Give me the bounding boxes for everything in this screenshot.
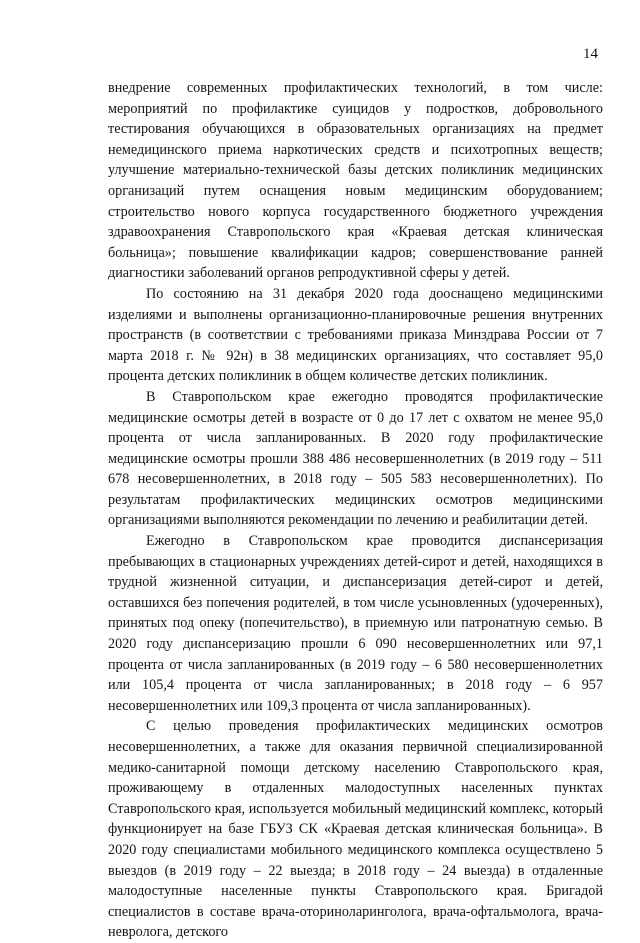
document-body (108, 78, 603, 943)
paragraph-orphans-screening: Ежегодно в Ставропольском крае проводится диспансеризация пребывающих в стационарных учреждениях детей-сирот и детей, находящихся в трудной жизненной ситуации, и диспансеризация детей-сирот и детей, оставшихся без попечения родителей, в том числе усыновленных (удочеренных), принятых под опеку (попечительство), в приемную или патронатную семью. В 2020 году диспансеризацию прошли 6 090 несовершеннолетних или 97,1 процента от числа запланированных (в 2019 году – 6 580 несовершеннолетних или 105,4 процента от числа запланированных; в 2018 году – 6 957 несовершеннолетних или 109,3 процента от числа запланированных). (108, 533, 603, 714)
paragraph-medical-checkups: В Ставропольском крае ежегодно проводятся профилактические медицинские осмотры детей в возрасте от 0 до 17 лет с охватом не менее 95,0 процента от числа запланированных. В 2020 году профилактические медицинские осмотры прошли 388 486 несовершеннолетних (в 2019 году – 511 678 несовершеннолетних, в 2018 году – 505 583 несовершеннолетних). По результатам профилактических медицинских осмотров медицинскими организациями выполняются рекомендации по лечению и реабилитации детей. (108, 388, 603, 529)
paragraph-equipment: По состоянию на 31 декабря 2020 года дооснащено медицинскими изделиями и выполнены организационно-планировочные решения внутренних пространств (в соответствии с требованиями приказа Минздрава России от 7 марта 2018 г. № 92н) в 38 медицинских организациях, что составляет 95,0 процента детских поликлиник в общем количестве детских поликлиник. (108, 285, 603, 385)
paragraph-mobile-complex: С целью проведения профилактических медицинских осмотров несовершеннолетних, а также для оказания первичной специализированной медико-санитарной помощи детскому населению Ставропольского края, проживающему в отдаленных малодоступных населенных пунктах Ставропольского края, используется мобильный медицинский комплекс, который функционирует на базе ГБУЗ СК «Краевая детская клиническая больница». В 2020 году специалистами мобильного медицинского комплекса осуществлено 5 выездов (в 2019 году – 22 выезда; в 2018 году – 24 выезда) в отдаленные малодоступные населенные пункты Ставропольского края. Бригадой специалистов в составе врача-оториноларинголога, врача-офтальмолога, врача-невролога, детского (108, 718, 603, 941)
page-number: 14 (583, 46, 598, 62)
paragraph-technologies: внедрение современных профилактических технологий, в том числе: мероприятий по профилактике суицидов у подростков, добровольного тестирования обучающихся в образовательных организациях на предмет немедицинского приема наркотических средств и психотропных веществ; улучшение материально-технической базы детских поликлиник медицинских организаций путем оснащения новым медицинским оборудованием; строительство нового корпуса государственного бюджетного учреждения здравоохранения Ставропольского края «Краевая детская клиническая больница»; повышение квалификации кадров; совершенствование ранней диагностики заболеваний органов репродуктивной сферы у детей. (108, 80, 603, 282)
